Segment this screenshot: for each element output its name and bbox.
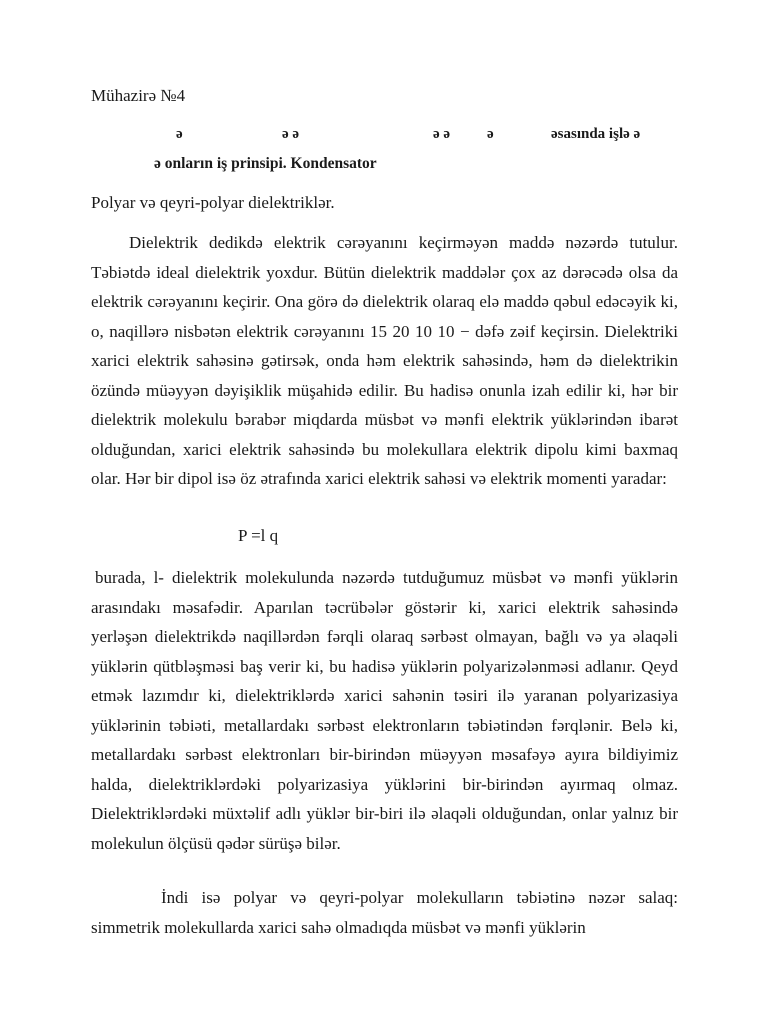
title-fragment: ə (176, 126, 183, 142)
section-title: Polyar və qeyri-polyar dielektriklər. (91, 193, 335, 212)
title-fragment: əsasında işlə ə (551, 126, 641, 142)
lecture-heading: Mühazirə №4 (91, 86, 186, 105)
title-fragment: ə ə (433, 126, 451, 142)
paragraph-2: burada, l- dielektrik molekulunda nəzərdə tutduğumuz müsbət və mənfi yüklərin arasındakı məsafədir. Aparılan təcrübələr göstərir ki, xarici elektrik sahəsində yerləşən dielektrikdə naqillərdən fərqli olaraq sərbəst olmayan, bağlı və ya əlaqəli yüklərin qütbləşməsi baş verir ki, bu hadisə yüklərin polyarizələnməsi adlanır. Qeyd etmək lazımdır ki, dielektriklərdə xarici sahənin təsiri ilə yaranan polyarizasiya yüklərinin təbiəti, metallardakı sərbəst elektronların təbiətindən fərqlənir. Belə ki, metallardakı sərbəst elektronları bir-birindən müəyyən məsafəyə ayıra bildiyimiz halda, dielektriklərdəki polyarizasiya yüklərini bir-birindən ayırmaq olmaz. Dielektriklərdəki müxtəlif adlı yüklər bir-biri ilə əlaqəli olduğundan, onlar yalnız bir molekulun ölçüsü qədər sürüşə bilər. (91, 568, 678, 853)
title-line-2: ə onların iş prinsipi. Kondensator (154, 155, 377, 172)
formula: P =l q (238, 526, 279, 545)
paragraph-1: Dielektrik dedikdə elektrik cərəyanını keçirməyən maddə nəzərdə tutulur. Təbiətdə ideal dielektrik yoxdur. Bütün dielektrik maddələr çox az dərəcədə olsa da elektrik cərəyanını keçirir. Ona görə də dielektrik olaraq elə maddə qəbul edəcəyik ki, o, naqillərə nisbətən elektrik cərəyanını 15 20 10 10 − dəfə zəif keçirsin. Dielektriki xarici elektrik sahəsinə gətirsək, onda həm elektrik sahəsində, həm də dielektrikin özündə müəyyən dəyişiklik müşahidə edilir. Bu hadisə onunla izah edilir ki, hər bir dielektrik molekulu bərabər miqdarda müsbət və mənfi elektrik yüklərindən ibarət olduğundan, xarici elektrik sahəsində bu molekullara elektrik dipolu kimi baxmaq olar. Hər bir dipol isə öz ətrafında xarici elektrik sahəsi və elektrik momenti yaradar: (91, 233, 678, 488)
title-fragment: ə ə (282, 126, 300, 142)
title-line-1 (0, 126, 768, 148)
title-fragment: ə (487, 126, 494, 142)
paragraph-3: İndi isə polyar və qeyri-polyar molekulların təbiətinə nəzər salaq: simmetrik molekullarda xarici sahə olmadıqda müsbət və mənfi yüklərin (91, 888, 678, 937)
